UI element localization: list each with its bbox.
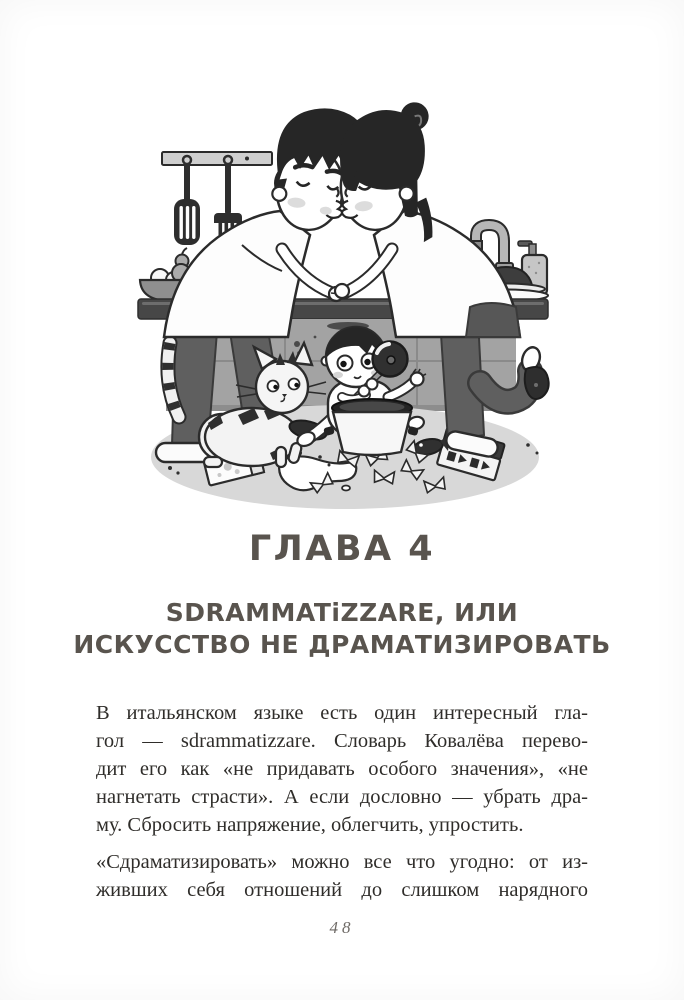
kitchen-kiss-illustration	[130, 85, 554, 515]
dangling-slipper	[525, 367, 549, 399]
text-line: му. Сбросить напряжение, облегчить, упростить.	[96, 814, 524, 836]
chapter-title	[0, 597, 684, 661]
chapter-title-line-1: SDRAMMATiZZARE, ИЛИ	[165, 598, 519, 627]
slotted-spatula-icon	[174, 156, 200, 245]
text-line: «Сдраматизировать» можно все что угодно: от из-	[96, 851, 588, 873]
text-line: гол — sdrammatizzare. Словарь Ковалёва перево-	[96, 730, 588, 752]
kitchen-kiss-illustration-svg	[130, 85, 554, 515]
text-line: дит его как «не придавать особого значения», «не	[96, 758, 588, 780]
chapter-title-line-2: ИСКУССТВО НЕ ДРАМАТИЗИРОВАТЬ	[73, 630, 611, 659]
text-line: нагнетать страсти». А если дословно — убрать дра-	[96, 786, 588, 808]
pot-lid	[373, 342, 408, 377]
body-text	[96, 699, 588, 904]
text-line: живших себя отношений до слишком нарядного	[96, 879, 588, 901]
page-number: 48	[329, 918, 355, 937]
chapter-number-heading: ГЛАВА 4	[248, 529, 436, 569]
text-line: В итальянском языке есть один интересный гла-	[96, 702, 588, 724]
paragraph-2	[96, 848, 588, 904]
paragraph-1	[96, 699, 588, 839]
